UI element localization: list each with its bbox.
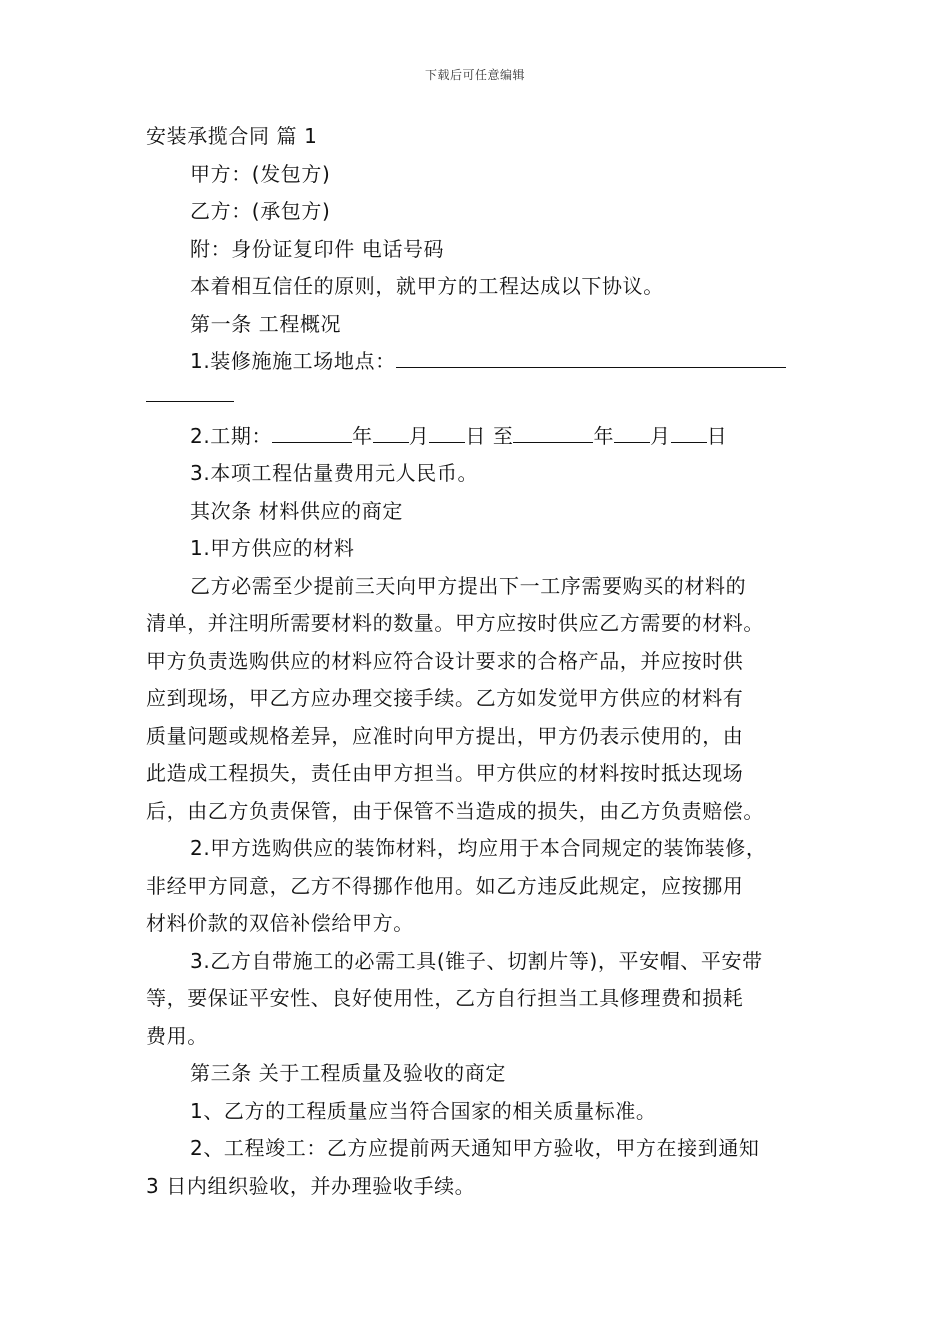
document-title: 安装承揽合同 篇 1 <box>146 124 318 148</box>
paragraph-line: 后，由乙方负责保管，由于保管不当造成的损失，由乙方负责赔偿。 <box>146 798 764 823</box>
start-month-blank[interactable] <box>373 424 409 443</box>
start-day-unit: 日 至 <box>465 423 514 448</box>
duration-label: 2.工期： <box>190 423 273 448</box>
paragraph-line: 甲方负责选购供应的材料应符合设计要求的合格产品，并应按时供 <box>146 648 744 673</box>
article-2-paragraph-1 <box>146 568 826 831</box>
article-3-item-1: 1、乙方的工程质量应当符合国家的相关质量标准。 <box>190 1098 657 1123</box>
article-2-sub-1: 1.甲方供应的材料 <box>190 536 355 560</box>
site-location-blank-continued[interactable] <box>146 387 234 402</box>
start-month-unit: 月 <box>408 423 430 448</box>
paragraph-line: 乙方必需至少提前三天向甲方提出下一工序需要购买的材料的 <box>190 573 747 598</box>
paragraph-line: 质量问题或规格差异，应准时向甲方提出，甲方仍表示使用的，由 <box>146 723 744 748</box>
article-2-paragraph-3 <box>146 943 826 1056</box>
paragraph-line: 3 日内组织验收，并办理验收手续。 <box>146 1173 476 1198</box>
article-2-paragraph-2 <box>146 830 826 943</box>
article-1-item-2 <box>146 418 826 456</box>
article-3-heading: 第三条 关于工程质量及验收的商定 <box>190 1061 506 1085</box>
site-location-label: 1.装修施施工场地点： <box>190 349 396 373</box>
article-3-item-2 <box>146 1130 826 1205</box>
start-day-blank[interactable] <box>429 424 465 443</box>
paragraph-line: 2、工程竣工：乙方应提前两天通知甲方验收，甲方在接到通知 <box>190 1136 760 1160</box>
attachment-note: 附：身份证复印件 电话号码 <box>190 236 445 261</box>
paragraph-line: 非经甲方同意，乙方不得挪作他用。如乙方违反此规定，应按挪用 <box>146 873 744 898</box>
header-note: 下载后可任意编辑 <box>424 68 525 82</box>
party-b: 乙方：(承包方) <box>190 199 331 223</box>
party-a: 甲方：(发包方) <box>190 161 331 186</box>
start-year-unit: 年 <box>352 423 373 448</box>
start-year-blank[interactable] <box>272 424 352 443</box>
end-day-blank[interactable] <box>671 424 707 443</box>
paragraph-line: 2.甲方选购供应的装饰材料，均应用于本合同规定的装饰装修， <box>190 836 767 860</box>
article-2-heading: 其次条 材料供应的商定 <box>190 498 403 523</box>
end-month-blank[interactable] <box>614 424 650 443</box>
paragraph-line: 应到现场，甲乙方应办理交接手续。乙方如发觉甲方供应的材料有 <box>146 686 744 710</box>
document-body <box>146 118 826 1205</box>
article-1-item-3: 3.本项工程估量费用元人民币。 <box>190 461 479 485</box>
site-location-blank[interactable] <box>396 345 786 368</box>
paragraph-line: 等，要保证平安性、良好使用性，乙方自行担当工具修理费和损耗 <box>146 986 744 1010</box>
paragraph-line: 清单，并注明所需要材料的数量。甲方应按时供应乙方需要的材料。 <box>146 611 764 635</box>
end-year-blank[interactable] <box>513 424 593 443</box>
paragraph-line: 费用。 <box>146 1023 208 1048</box>
article-1-heading: 第一条 工程概况 <box>190 311 342 336</box>
paragraph-line: 此造成工程损失，责任由甲方担当。甲方供应的材料按时抵达现场 <box>146 761 744 785</box>
paragraph-line: 材料价款的双倍补偿给甲方。 <box>146 911 414 935</box>
end-month-unit: 月 <box>650 423 671 448</box>
end-day-unit: 日 <box>706 423 728 448</box>
end-year-unit: 年 <box>593 423 615 448</box>
paragraph-line: 3.乙方自带施工的必需工具(锥子、切割片等)，平安帽、平安带 <box>190 948 763 973</box>
preamble: 本着相互信任的原则，就甲方的工程达成以下协议。 <box>190 274 664 298</box>
article-1-item-1 <box>146 343 826 381</box>
